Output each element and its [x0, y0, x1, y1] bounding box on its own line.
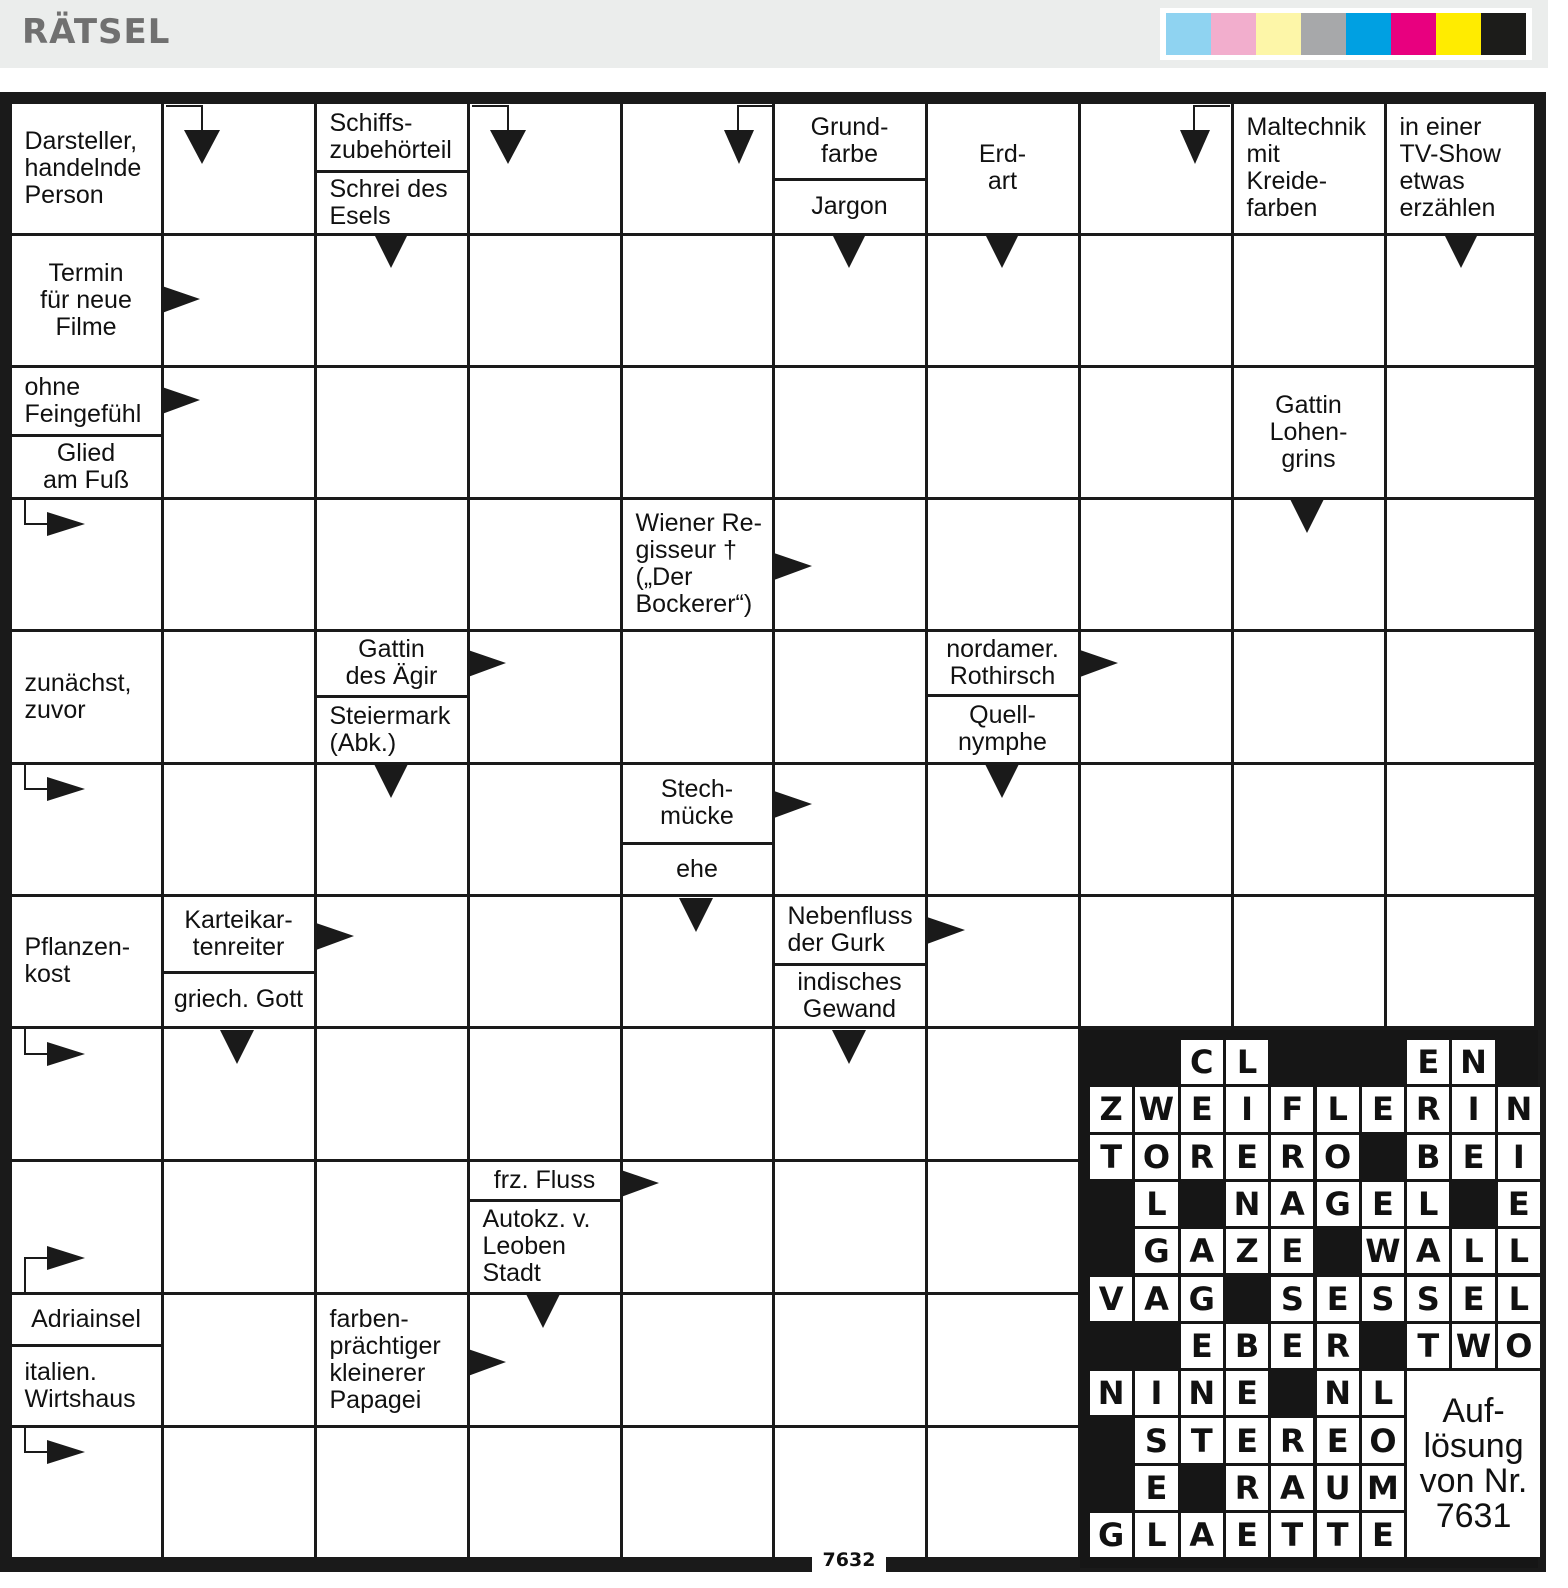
solution-letter: A — [1407, 1229, 1449, 1273]
answer-cell[interactable] — [1387, 765, 1534, 894]
answer-cell[interactable] — [928, 1428, 1078, 1557]
answer-cell[interactable] — [623, 1029, 772, 1159]
arrow-icon — [23, 1028, 93, 1088]
solution-letter: E — [1181, 1087, 1223, 1131]
clue-maltechnik: Maltechnik mit Kreide- farben — [1234, 104, 1384, 233]
answer-cell[interactable] — [317, 1428, 467, 1557]
arrow-icon — [724, 104, 776, 166]
solution-letter: I — [1135, 1371, 1177, 1415]
arrow-icon — [468, 649, 508, 679]
solution-letter: L — [1317, 1087, 1359, 1131]
solution-letter: R — [1407, 1087, 1449, 1131]
solution-letter: E — [1362, 1513, 1404, 1557]
clue-ohne-feingefuehl: ohne Feingefühl — [12, 368, 161, 434]
page-header — [0, 0, 1548, 68]
clue-indisches-gewand: indisches Gewand — [775, 966, 925, 1026]
arrow-icon — [23, 1426, 93, 1486]
solution-letter: L — [1407, 1182, 1449, 1226]
solution-letter: G — [1181, 1277, 1223, 1321]
arrow-icon — [316, 922, 356, 952]
solution-letter: O — [1362, 1418, 1404, 1462]
clue-nebenfluss: Nebenfluss der Gurk — [775, 897, 925, 963]
solution-letter: N — [1090, 1371, 1132, 1415]
solution-letter: L — [1498, 1229, 1540, 1273]
clue-tv-show: in einer TV-Show etwas erzählen — [1387, 104, 1534, 233]
clue-jargon: Jargon — [775, 181, 925, 233]
answer-cell[interactable] — [928, 368, 1078, 497]
solution-letter: G — [1317, 1182, 1359, 1226]
answer-cell[interactable] — [164, 765, 314, 894]
answer-cell[interactable] — [164, 1295, 314, 1425]
solution-letter: T — [1181, 1418, 1223, 1462]
solution-letter: E — [1317, 1418, 1359, 1462]
solution-letter: E — [1452, 1277, 1494, 1321]
answer-cell[interactable] — [1081, 500, 1231, 629]
solution-letter: L — [1498, 1277, 1540, 1321]
answer-cell[interactable] — [164, 1162, 314, 1292]
clue-gattin-aegir: Gattin des Ägir — [317, 632, 467, 695]
solution-caption-line: Auf- — [1442, 1392, 1505, 1431]
arrow-icon — [832, 234, 868, 270]
solution-letter: E — [1226, 1135, 1268, 1179]
solution-letter: E — [1362, 1087, 1404, 1131]
solution-letter: G — [1090, 1513, 1132, 1557]
solution-letter: A — [1271, 1466, 1313, 1510]
solution-letter: V — [1090, 1277, 1132, 1321]
solution-letter: B — [1226, 1324, 1268, 1368]
answer-cell[interactable] — [775, 1162, 925, 1292]
answer-cell[interactable] — [470, 500, 620, 629]
arrow-icon — [162, 386, 202, 416]
arrow-icon — [220, 1030, 256, 1066]
solution-caption — [1407, 1371, 1540, 1557]
clue-schiffszubehoerteil: Schiffs- zubehörteil — [317, 104, 467, 170]
solution-letter: A — [1181, 1229, 1223, 1273]
answer-cell[interactable] — [470, 897, 620, 1026]
solution-letter: E — [1135, 1466, 1177, 1510]
solution-letter: E — [1362, 1182, 1404, 1226]
solution-letter: E — [1226, 1371, 1268, 1415]
solution-letter: T — [1271, 1513, 1313, 1557]
solution-letter: M — [1362, 1466, 1404, 1510]
solution-letter: N — [1452, 1040, 1494, 1084]
clue-zunaechst: zunächst, zuvor — [12, 632, 161, 762]
clue-papagei: farben- prächtiger kleinerer Papagei — [317, 1295, 467, 1425]
answer-cell[interactable] — [164, 1428, 314, 1557]
answer-cell[interactable] — [470, 765, 620, 894]
answer-cell[interactable] — [928, 1029, 1078, 1159]
clue-glied-am-fuss: Glied am Fuß — [12, 437, 161, 497]
color-swatch — [1346, 13, 1391, 55]
arrow-icon — [774, 790, 814, 820]
answer-cell[interactable] — [1387, 632, 1534, 762]
answer-cell[interactable] — [1081, 897, 1231, 1026]
clue-quellnymphe: Quell- nymphe — [928, 697, 1078, 762]
solution-letter: L — [1226, 1040, 1268, 1084]
solution-letter: N — [1226, 1182, 1268, 1226]
answer-cell[interactable] — [164, 500, 314, 629]
answer-cell[interactable] — [775, 1295, 925, 1425]
solution-letter: W — [1135, 1087, 1177, 1131]
answer-cell[interactable] — [470, 1428, 620, 1557]
clue-autokz: Autokz. v. Leoben Stadt — [470, 1202, 620, 1292]
solution-letter: L — [1135, 1513, 1177, 1557]
answer-cell[interactable] — [317, 1162, 467, 1292]
answer-cell[interactable] — [928, 500, 1078, 629]
solution-letter: I — [1226, 1087, 1268, 1131]
color-calibration-bar — [1160, 8, 1532, 60]
color-swatch — [1256, 13, 1301, 55]
solution-letter: F — [1271, 1087, 1313, 1131]
answer-cell[interactable] — [317, 500, 467, 629]
answer-cell[interactable] — [470, 1029, 620, 1159]
answer-cell[interactable] — [470, 236, 620, 365]
solution-letter: W — [1362, 1229, 1404, 1273]
solution-letter: G — [1135, 1229, 1177, 1273]
arrow-icon — [985, 234, 1021, 270]
answer-cell[interactable] — [317, 897, 467, 1026]
answer-cell[interactable] — [1081, 368, 1231, 497]
solution-caption-line: 7631 — [1435, 1497, 1512, 1536]
solution-letter: E — [1181, 1324, 1223, 1368]
answer-cell[interactable] — [928, 1162, 1078, 1292]
clue-frz-fluss: frz. Fluss — [470, 1162, 620, 1199]
solution-letter: A — [1271, 1182, 1313, 1226]
solution-letter: R — [1317, 1324, 1359, 1368]
answer-cell[interactable] — [1081, 236, 1231, 365]
clue-grundfarbe: Grund- farbe — [775, 104, 925, 178]
solution-letter: L — [1362, 1371, 1404, 1415]
solution-letter: E — [1452, 1135, 1494, 1179]
puzzle-number: 7632 — [812, 1546, 886, 1576]
answer-cell[interactable] — [1387, 500, 1534, 629]
solution-letter: O — [1135, 1135, 1177, 1179]
answer-cell[interactable] — [775, 368, 925, 497]
clue-ehe: ehe — [623, 845, 772, 894]
solution-caption-line: lösung — [1423, 1427, 1524, 1466]
clue-karteikartenreiter: Karteikar- tenreiter — [164, 897, 314, 971]
answer-cell[interactable] — [623, 1295, 772, 1425]
answer-cell[interactable] — [470, 368, 620, 497]
solution-letter: T — [1407, 1324, 1449, 1368]
arrow-icon — [470, 104, 528, 166]
color-swatch — [1391, 13, 1436, 55]
solution-letter: E — [1498, 1182, 1540, 1226]
color-swatch — [1436, 13, 1481, 55]
arrow-icon — [526, 1294, 562, 1330]
answer-cell[interactable] — [317, 1029, 467, 1159]
solution-letter: I — [1452, 1087, 1494, 1131]
arrow-icon — [23, 763, 93, 823]
arrow-icon — [927, 916, 967, 946]
solution-letter: N — [1498, 1087, 1540, 1131]
solution-letter: T — [1090, 1135, 1132, 1179]
arrow-icon — [1444, 234, 1480, 270]
arrow-icon — [374, 234, 410, 270]
clue-adriainsel: Adriainsel — [12, 1295, 161, 1344]
arrow-icon — [985, 764, 1021, 800]
answer-cell[interactable] — [928, 1295, 1078, 1425]
clue-wiener-regisseur: Wiener Re- gisseur † („Der Bockerer“) — [623, 500, 772, 629]
solution-letter: E — [1317, 1277, 1359, 1321]
solution-letter: N — [1181, 1371, 1223, 1415]
answer-cell[interactable] — [1234, 765, 1384, 894]
solution-letter: S — [1135, 1418, 1177, 1462]
clue-rothirsch: nordamer. Rothirsch — [928, 632, 1078, 694]
arrow-icon — [23, 1234, 93, 1294]
solution-letter: C — [1181, 1040, 1223, 1084]
arrow-icon — [1080, 649, 1120, 679]
solution-grid — [1080, 1030, 1538, 1568]
solution-letter: N — [1317, 1371, 1359, 1415]
solution-letter: O — [1498, 1324, 1540, 1368]
solution-letter: Z — [1090, 1087, 1132, 1131]
clue-steiermark: Steiermark (Abk.) — [317, 698, 467, 762]
solution-letter: E — [1226, 1513, 1268, 1557]
solution-letter: E — [1271, 1229, 1313, 1273]
solution-letter: S — [1407, 1277, 1449, 1321]
answer-cell[interactable] — [623, 632, 772, 762]
solution-letter: Z — [1226, 1229, 1268, 1273]
clue-stechmuecke: Stech- mücke — [623, 765, 772, 842]
answer-cell[interactable] — [1387, 897, 1534, 1026]
solution-letter: B — [1407, 1135, 1449, 1179]
answer-cell[interactable] — [775, 1428, 925, 1557]
arrow-icon — [679, 898, 715, 934]
solution-letter: E — [1407, 1040, 1449, 1084]
answer-cell[interactable] — [1234, 236, 1384, 365]
solution-letter: S — [1362, 1277, 1404, 1321]
clue-griech-gott: griech. Gott — [164, 974, 314, 1026]
answer-cell[interactable] — [623, 368, 772, 497]
color-swatch — [1211, 13, 1256, 55]
solution-letter: R — [1271, 1418, 1313, 1462]
answer-cell[interactable] — [1234, 632, 1384, 762]
arrow-icon — [1180, 104, 1232, 166]
clue-gattin-lohengrins: Gattin Lohen- grins — [1234, 368, 1384, 497]
solution-letter: E — [1226, 1418, 1268, 1462]
clue-erdart: Erd- art — [928, 104, 1078, 233]
solution-letter: E — [1271, 1324, 1313, 1368]
solution-letter: S — [1271, 1277, 1313, 1321]
answer-cell[interactable] — [775, 632, 925, 762]
solution-letter: T — [1317, 1513, 1359, 1557]
page-title: RÄTSEL — [22, 12, 171, 52]
arrow-icon — [164, 104, 222, 166]
arrow-icon — [162, 285, 202, 315]
answer-cell[interactable] — [1234, 897, 1384, 1026]
color-swatch — [1481, 13, 1526, 55]
answer-cell[interactable] — [1387, 368, 1534, 497]
solution-letter: A — [1181, 1513, 1223, 1557]
arrow-icon — [832, 1030, 868, 1066]
solution-letter: O — [1317, 1135, 1359, 1179]
answer-cell[interactable] — [1081, 765, 1231, 894]
arrow-icon — [374, 764, 410, 800]
color-swatch — [1166, 13, 1211, 55]
solution-letter: W — [1452, 1324, 1494, 1368]
answer-cell[interactable] — [775, 765, 925, 894]
arrow-icon — [468, 1348, 508, 1378]
solution-letter: R — [1226, 1466, 1268, 1510]
clue-pflanzenkost: Pflanzen- kost — [12, 897, 161, 1026]
answer-cell[interactable] — [623, 236, 772, 365]
clue-italien-wirtshaus: italien. Wirtshaus — [12, 1347, 161, 1425]
answer-cell[interactable] — [164, 632, 314, 762]
solution-caption-line: von Nr. — [1419, 1462, 1528, 1501]
solution-letter: U — [1317, 1466, 1359, 1510]
answer-cell[interactable] — [317, 368, 467, 497]
clue-termin: Termin für neue Filme — [12, 236, 161, 365]
solution-letter: A — [1135, 1277, 1177, 1321]
solution-letter: I — [1498, 1135, 1540, 1179]
clue-darsteller: Darsteller, handelnde Person — [12, 104, 161, 233]
color-swatch — [1301, 13, 1346, 55]
arrow-icon — [774, 552, 814, 582]
arrow-icon — [1290, 499, 1326, 535]
answer-cell[interactable] — [623, 1428, 772, 1557]
solution-letter: R — [1271, 1135, 1313, 1179]
solution-letter: R — [1181, 1135, 1223, 1179]
solution-letter: L — [1452, 1229, 1494, 1273]
arrow-icon — [621, 1169, 661, 1199]
solution-letter: L — [1135, 1182, 1177, 1226]
clue-schrei-des-esels: Schrei des Esels — [317, 173, 467, 233]
arrow-icon — [23, 498, 93, 558]
